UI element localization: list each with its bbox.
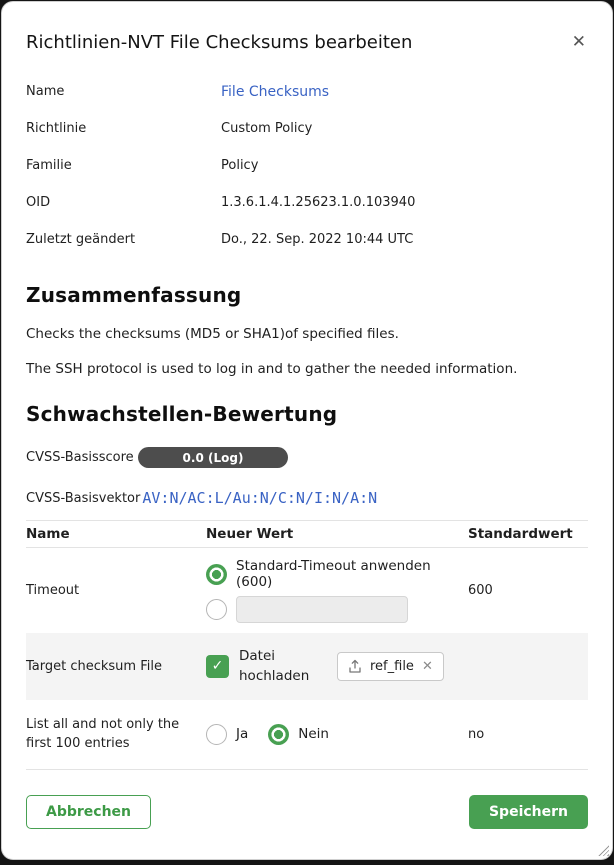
preferences-table [26, 520, 588, 770]
nvt-info-list [26, 73, 588, 258]
summary-paragraph: Checks the checksums (MD5 or SHA1)of specified files. [26, 326, 399, 342]
cvss-base-vector-label: CVSS-Basisvektor [26, 490, 141, 506]
pref-name: List all and not only the first 100 entries [26, 716, 180, 751]
timeout-default-option [206, 558, 468, 590]
info-value: Policy [221, 158, 259, 173]
save-button[interactable]: Speichern [469, 795, 588, 829]
resize-handle[interactable] [598, 845, 609, 856]
upload-checkbox-label: Datei hochladen [239, 648, 310, 685]
radio-no[interactable] [268, 724, 289, 745]
summary-paragraph: The SSH protocol is used to log in and to gather the needed information. [26, 361, 518, 377]
radio-label: Standard-Timeout anwenden (600) [236, 558, 431, 590]
info-value: Do., 22. Sep. 2022 10:44 UTC [221, 232, 414, 247]
pref-row-list-all [26, 700, 588, 770]
info-label: OID [26, 195, 51, 210]
dialog-footer [26, 795, 588, 829]
info-value: Custom Policy [221, 121, 313, 136]
radio-label: Nein [298, 726, 329, 742]
cvss-base-score-row [26, 447, 588, 468]
pref-default-value: no [468, 726, 485, 742]
nvt-name-link[interactable]: File Checksums [221, 83, 330, 100]
col-header-name: Name [26, 526, 70, 542]
upload-checkbox[interactable]: ✓ [206, 655, 229, 678]
prefs-header-row [26, 520, 588, 548]
info-row-oid [26, 184, 588, 221]
radio-yes[interactable] [206, 724, 227, 745]
pref-default-value: 600 [468, 583, 493, 598]
severity-heading: Schwachstellen-Bewertung [26, 402, 338, 426]
info-value: 1.3.6.1.4.1.25623.1.0.103940 [221, 195, 416, 210]
info-label: Familie [26, 158, 72, 173]
edit-nvt-dialog [1, 1, 613, 860]
info-label: Name [26, 84, 65, 99]
radio-custom-timeout[interactable] [206, 599, 227, 620]
pref-row-target-checksum-file [26, 633, 588, 700]
file-upload-cell [206, 646, 468, 687]
timeout-custom-option [206, 596, 468, 623]
remove-file-icon[interactable]: ✕ [421, 658, 433, 674]
col-header-default: Standardwert [468, 526, 573, 542]
dialog-header [26, 32, 588, 53]
cvss-base-vector-row [26, 489, 588, 507]
list-all-options [206, 724, 468, 745]
option-no [268, 724, 329, 745]
uploaded-file-name: ref_file [370, 658, 414, 674]
pref-name: Timeout [26, 582, 80, 598]
option-yes [206, 724, 248, 745]
pref-row-timeout [26, 548, 588, 633]
cancel-button[interactable]: Abbrechen [26, 795, 151, 829]
dialog-title: Richtlinien-NVT File Checksums bearbeiten [26, 32, 413, 53]
cvss-vector-link[interactable]: AV:N/AC:L/Au:N/C:N/I:N/A:N [142, 489, 378, 507]
cvss-base-score-label: CVSS-Basisscore [26, 450, 134, 465]
radio-label: Ja [236, 726, 249, 742]
pref-name: Target checksum File [26, 658, 162, 674]
radio-default-timeout[interactable] [206, 564, 227, 585]
info-label: Zuletzt geändert [26, 232, 136, 247]
uploaded-file-chip[interactable] [337, 652, 444, 681]
severity-badge: 0.0 (Log) [138, 447, 288, 468]
info-row-name [26, 73, 588, 110]
info-row-family [26, 147, 588, 184]
info-row-modified [26, 221, 588, 258]
info-label: Richtlinie [26, 121, 87, 136]
summary-heading: Zusammenfassung [26, 283, 242, 307]
timeout-options [206, 558, 468, 623]
info-row-policy [26, 110, 588, 147]
upload-icon [348, 659, 362, 674]
col-header-new-value: Neuer Wert [206, 526, 294, 542]
timeout-value-input[interactable] [236, 596, 408, 623]
close-icon[interactable]: ✕ [571, 32, 586, 52]
